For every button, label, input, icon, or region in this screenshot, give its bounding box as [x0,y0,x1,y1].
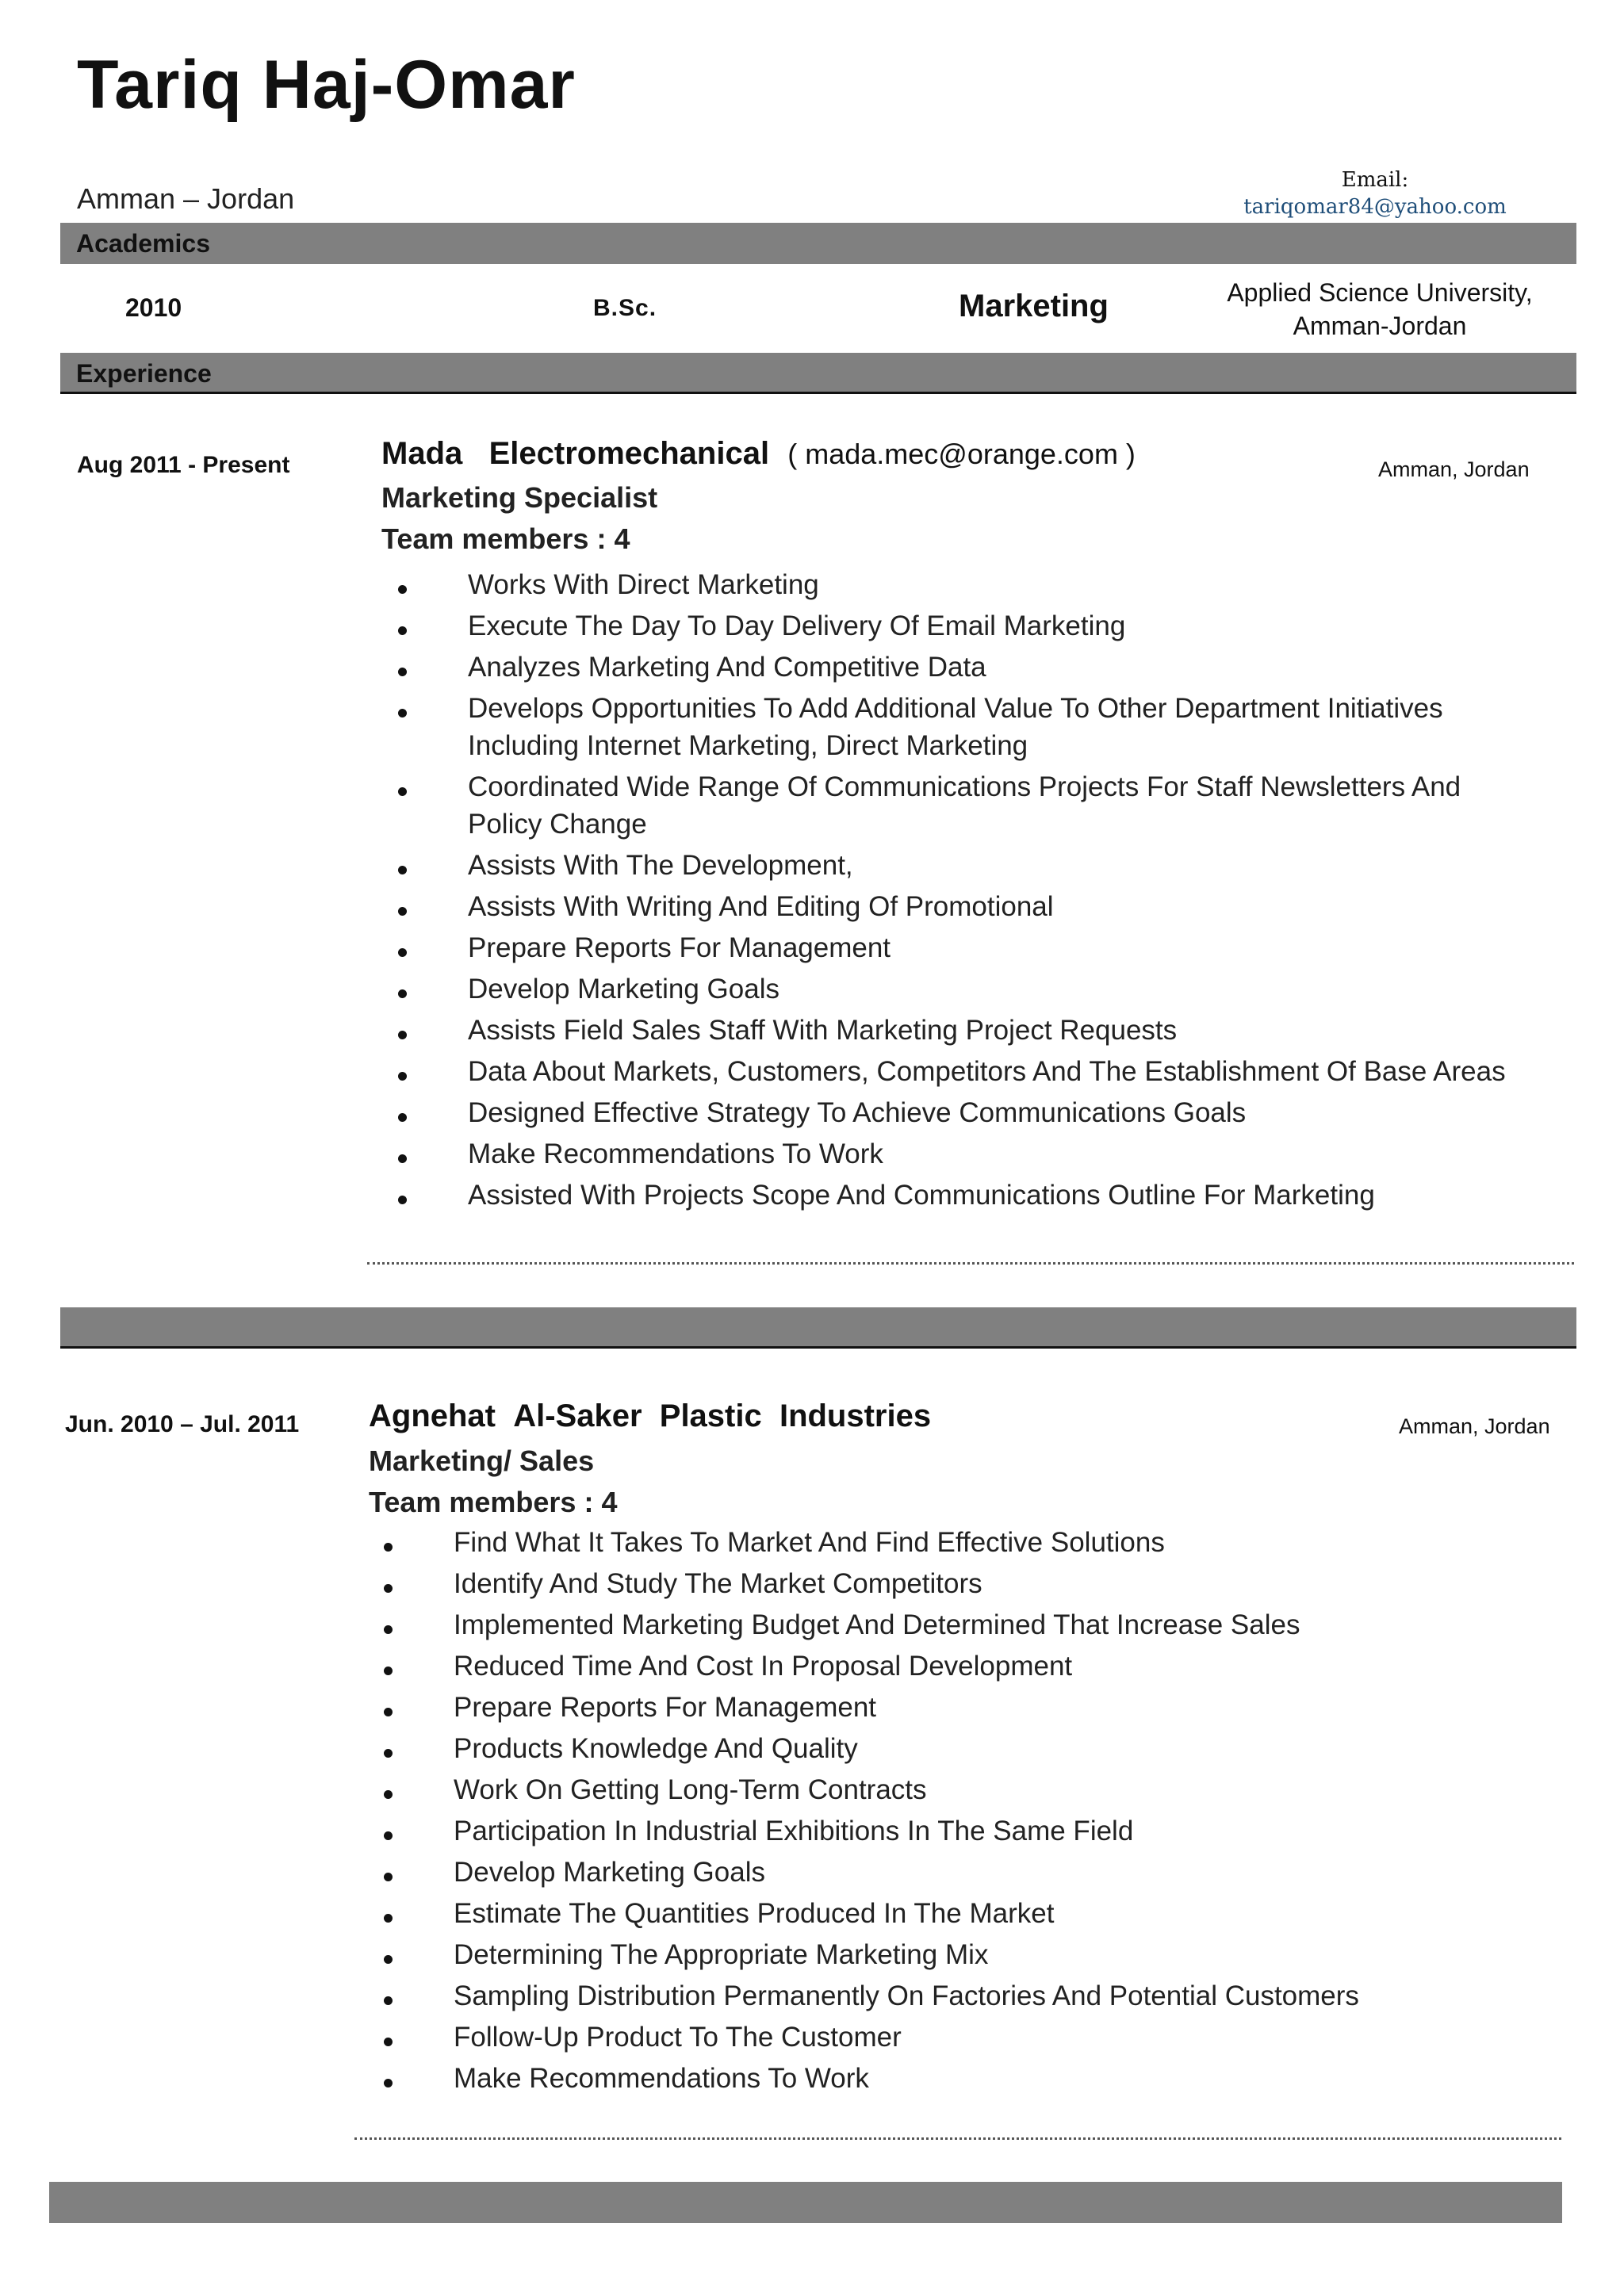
candidate-location: Amman – Jordan [77,182,295,215]
duty-item: Designed Effective Strategy To Achieve Communications Goals [398,1094,1540,1131]
academic-major: Marketing [959,289,1109,323]
job-title: Marketing/ Sales [369,1445,595,1477]
company-name: Agnehat Al-Saker Plastic Industries [369,1399,932,1433]
job-team-size: Team members : 4 [369,1486,618,1518]
duty-item: Assisted With Projects Scope And Communications Outline For Marketing [398,1177,1540,1214]
duty-item: Products Knowledge And Quality [384,1730,1526,1767]
section-band [49,2182,1562,2223]
job-period: Jun. 2010 – Jul. 2011 [65,1411,300,1437]
company-name: Mada Electromechanical [381,436,770,471]
duty-item: Estimate The Quantities Produced In The Market [384,1895,1526,1932]
duty-item: Determining The Appropriate Marketing Mix [384,1936,1526,1973]
duty-item: Develops Opportunities To Add Additional Value To Other Department Initiatives Including Internet Marketing, Direct Marketing [398,690,1540,764]
duty-item: Make Recommendations To Work [398,1135,1540,1173]
duty-item: Sampling Distribution Permanently On Factories And Potential Customers [384,1977,1526,2015]
duty-item: Prepare Reports For Management [398,929,1540,966]
academic-degree: B.Sc. [593,295,657,321]
duty-item: Works With Direct Marketing [398,566,1540,603]
duty-item: Implemented Marketing Budget And Determined That Increase Sales [384,1606,1526,1644]
duty-item: Develop Marketing Goals [384,1854,1526,1891]
academic-year: 2010 [125,293,182,322]
duty-item: Assists Field Sales Staff With Marketing Project Requests [398,1012,1540,1049]
duty-item: Identify And Study The Market Competitors [384,1565,1526,1602]
job-team-size: Team members : 4 [381,522,630,555]
job-location: Amman, Jordan [1378,457,1530,481]
candidate-name: Tariq Haj-Omar [77,47,576,123]
company-email[interactable]: ( mada.mec@orange.com ) [787,438,1136,470]
duty-item: Reduced Time And Cost In Proposal Development [384,1647,1526,1685]
duty-item: Make Recommendations To Work [384,2060,1526,2097]
academics-section-header: Academics [60,223,1576,264]
job-location: Amman, Jordan [1399,1414,1550,1438]
duty-item: Develop Marketing Goals [398,970,1540,1008]
job-duties-list [398,566,1540,1218]
university-name: Applied Science University, [1227,278,1533,307]
duty-item: Analyzes Marketing And Competitive Data [398,649,1540,686]
experience-section-header: Experience [60,353,1576,394]
job-company [381,436,1136,472]
job-duties-list [384,1524,1526,2101]
duty-item: Execute The Day To Day Delivery Of Email Marketing [398,607,1540,645]
email-label: Email: [1341,168,1409,192]
university-city: Amman-Jordan [1293,312,1467,340]
job-period: Aug 2011 - Present [77,452,290,478]
duty-item: Participation In Industrial Exhibitions In The Same Field [384,1812,1526,1850]
duty-item: Assists With Writing And Editing Of Promotional [398,888,1540,925]
duty-item: Data About Markets, Customers, Competitors And The Establishment Of Base Areas [398,1053,1540,1090]
duty-item: Prepare Reports For Management [384,1689,1526,1726]
duty-item: Follow-Up Product To The Customer [384,2019,1526,2056]
academic-university [1189,276,1570,342]
section-band [60,1307,1576,1349]
job-title: Marketing Specialist [381,481,658,514]
email-line [1208,166,1542,220]
job-divider [367,1262,1574,1265]
duty-item: Coordinated Wide Range Of Communications Projects For Staff Newsletters And Policy Change [398,768,1540,843]
duty-item: Assists With The Development, [398,847,1540,884]
job-divider [354,2137,1561,2140]
duty-item: Find What It Takes To Market And Find Effective Solutions [384,1524,1526,1561]
duty-item: Work On Getting Long-Term Contracts [384,1771,1526,1808]
email-link[interactable]: tariqomar84@yahoo.com [1243,195,1507,219]
